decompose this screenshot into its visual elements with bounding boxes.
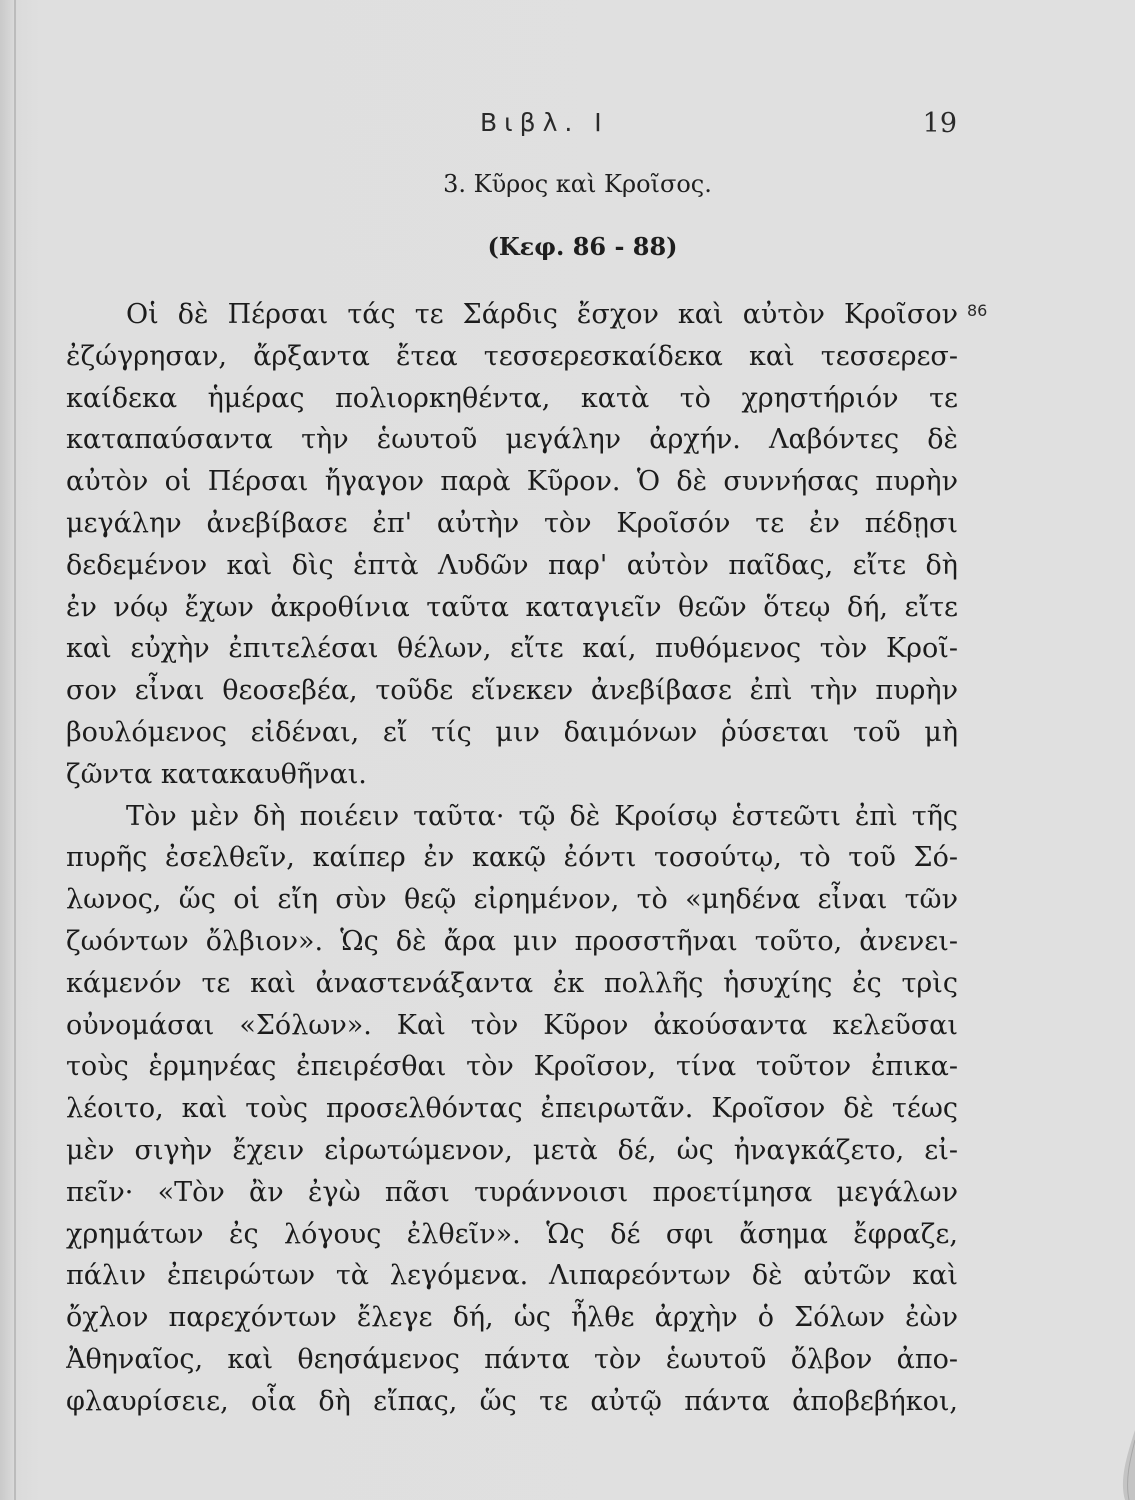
text-line: σον εἶναι θεοσεβέα, τοῦδε εἵνεκεν ἀνεβίβασε ἐπὶ τὴν πυρὴν xyxy=(66,675,958,707)
text-line: βουλόμενος εἰδέναι, εἴ τίς μιν δαιμόνων ῥύσεται τοῦ μὴ xyxy=(66,716,958,748)
text-line: οὐνομάσαι «Σόλων». Καὶ τὸν Κῦρον ἀκούσαντα κελεῦσαι xyxy=(66,1009,958,1041)
text-line: τοὺς ἑρμηνέας ἐπειρέσθαι τὸν Κροῖσον, τίνα τοῦτον ἐπικα- xyxy=(66,1051,958,1083)
text-line: ζῶντα κατακαυθῆναι. xyxy=(66,758,367,790)
text-line: καίδεκα ἡμέρας πολιορκηθέντα, κατὰ τὸ χρηστήριόν τε xyxy=(66,382,958,414)
binding-edge xyxy=(14,0,16,1500)
text-line: Τὸν μὲν δὴ ποιέειν ταῦτα· τῷ δὲ Κροίσῳ ἑστεῶτι ἐπὶ τῆς xyxy=(126,800,958,832)
margin-chapter-number: 86 xyxy=(967,301,988,320)
running-head: Βιβλ. Ι xyxy=(480,108,609,137)
page-corner-curl xyxy=(1105,1430,1135,1500)
text-line: λωνος, ὥς οἱ εἴη σὺν θεῷ εἰρημένον, τὸ «μηδένα εἶναι τῶν xyxy=(66,884,958,916)
text-line: Ἀθηναῖος, καὶ θεησάμενος πάντα τὸν ἑωυτοῦ ὄλβον ἀπο- xyxy=(66,1343,958,1375)
text-line: πεῖν· «Τὸν ἂν ἐγὼ πᾶσι τυράννοισι προετίμησα μεγάλων xyxy=(66,1176,958,1208)
text-line: λέοιτο, καὶ τοὺς προσελθόντας ἐπειρωτᾶν. Κροῖσον δὲ τέως xyxy=(66,1093,958,1125)
page-number: 19 xyxy=(922,108,957,139)
text-line: καταπαύσαντα τὴν ἑωυτοῦ μεγάλην ἀρχήν. Λαβόντες δὲ xyxy=(66,424,958,456)
text-line: πάλιν ἐπειρώτων τὰ λεγόμενα. Λιπαρεόντων δὲ αὐτῶν καὶ xyxy=(66,1260,958,1292)
text-line: ζωόντων ὄλβιον». Ὡς δὲ ἄρα μιν προσστῆναι τοῦτο, ἀνενει- xyxy=(66,925,958,957)
text-line: χρημάτων ἐς λόγους ἐλθεῖν». Ὡς δέ σφι ἄσημα ἔφραζε, xyxy=(66,1218,958,1250)
text-line: πυρῆς ἐσελθεῖν, καίπερ ἐν κακῷ ἐόντι τοσούτῳ, τὸ τοῦ Σό- xyxy=(66,842,958,874)
text-line: μὲν σιγὴν ἔχειν εἰρωτώμενον, μετὰ δέ, ὡς ἠναγκάζετο, εἰ- xyxy=(66,1134,958,1166)
text-line: ἐζώγρησαν, ἄρξαντα ἔτεα τεσσερεσκαίδεκα καὶ τεσσερεσ- xyxy=(66,340,958,372)
text-line: ὄχλον παρεχόντων ἔλεγε δή, ὡς ἦλθε ἀρχὴν ὁ Σόλων ἐὼν xyxy=(66,1302,958,1334)
text-line: ἐν νόῳ ἔχων ἀκροθίνια ταῦτα καταγιεῖν θεῶν ὅτεῳ δή, εἴτε xyxy=(66,591,958,623)
section-subtitle: (Κεφ. 86 - 88) xyxy=(487,232,678,261)
text-line: Οἱ δὲ Πέρσαι τάς τε Σάρδις ἔσχον καὶ αὐτὸν Κροῖσον xyxy=(126,299,958,330)
text-line: αὐτὸν οἱ Πέρσαι ἤγαγον παρὰ Κῦρον. Ὁ δὲ συννήσας πυρὴν xyxy=(66,466,958,498)
body-text xyxy=(66,294,958,1423)
text-line: καὶ εὐχὴν ἐπιτελέσαι θέλων, εἴτε καί, πυθόμενος τὸν Κροῖ- xyxy=(66,633,958,665)
text-line: φλαυρίσειε, οἷα δὴ εἴπας, ὥς τε αὐτῷ πάντα ἀποβεβήκοι, xyxy=(66,1385,958,1417)
section-title: 3. Κῦρος καὶ Κροῖσος. xyxy=(443,170,712,198)
text-line: δεδεμένον καὶ δὶς ἑπτὰ Λυδῶν παρ' αὐτὸν παῖδας, εἴτε δὴ xyxy=(66,549,958,581)
text-line: μεγάλην ἀνεβίβασε ἐπ' αὐτὴν τὸν Κροῖσόν τε ἐν πέδῃσι xyxy=(66,507,958,539)
text-line: κάμενόν τε καὶ ἀναστενάξαντα ἐκ πολλῆς ἡσυχίης ἐς τρὶς xyxy=(66,967,958,999)
